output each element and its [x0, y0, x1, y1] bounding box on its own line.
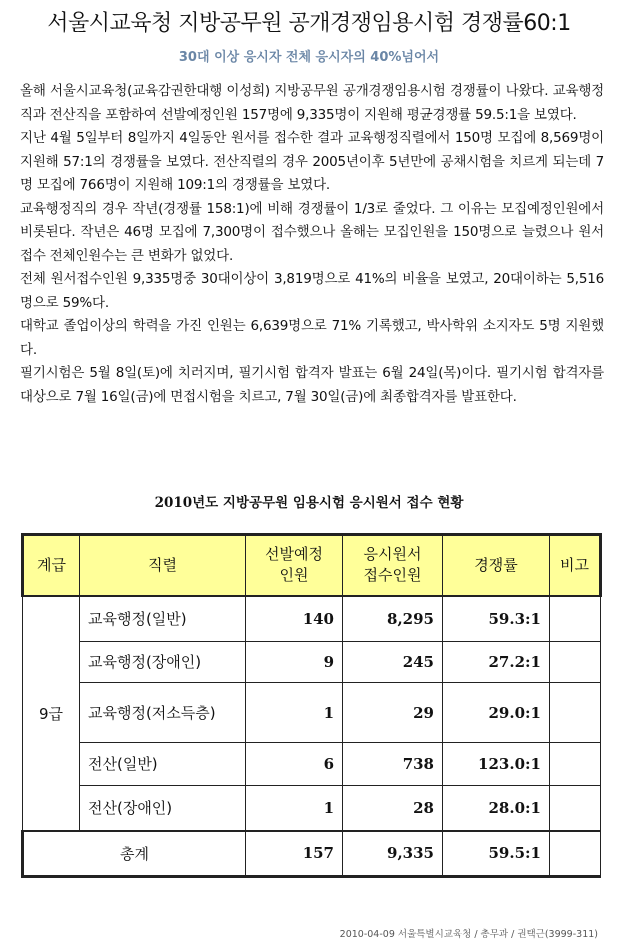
- header-job: 직렬: [80, 535, 246, 596]
- paragraph: 전체 원서접수인원 9,335명중 30대이상이 3,819명으로 41%의 비율을 보였고, 20대이하는 5,516명으로 59%다.: [20, 271, 604, 311]
- paragraph: 교육행정직의 경우 작년(경쟁률 158:1)에 비해 경쟁률이 1/3로 줄었다. 그 이유는 모집예정인원에서 비롯된다. 작년은 46명 모집에 7,300명이 접수했으나 올해는 모집인원을 150명으로 늘렸으나 원서접수 전체인원수는 큰 변화가 없었다.: [20, 200, 604, 264]
- applied-cell: 8,295: [343, 596, 443, 642]
- application-stats-table: [21, 533, 602, 878]
- planned-cell: 6: [246, 743, 343, 786]
- table-row: [23, 596, 601, 642]
- header-applied-line2: 접수인원: [363, 566, 422, 585]
- paragraph: 올해 서울시교육청(교육감권한대행 이성희) 지방공무원 공개경쟁임용시험 경쟁률이 나왔다. 교육행정직과 전산직을 포함하여 선발예정인원 157명에 9,335명이 지원해 평균경쟁률 59.5:1을 보였다.: [20, 83, 604, 123]
- job-cell: 교육행정(일반): [80, 596, 246, 642]
- header-ratio: 경쟁률: [443, 535, 550, 596]
- page-subtitle: 30대 이상 응시자 전체 응시자의 40%넘어서: [178, 50, 440, 65]
- paragraph: 지난 4월 5일부터 8일까지 4일동안 원서를 접수한 결과 교육행정직렬에서 150명 모집에 8,569명이 지원해 57:1의 경쟁률을 보였다. 전산직렬의 경우 2005년이후 5년만에 공채시험을 치르게 되는데 7명 모집에 766명이 지원해 109:1의 경쟁률을 보였다.: [20, 130, 604, 193]
- ratio-cell: 29.0:1: [443, 683, 550, 743]
- table-row: [23, 786, 601, 831]
- job-cell: 전산(장애인): [80, 786, 246, 831]
- note-cell: [550, 683, 601, 743]
- job-cell: 전산(일반): [80, 743, 246, 786]
- paragraph: 필기시험은 5월 8일(토)에 치러지며, 필기시험 합격자 발표는 6월 24일(목)이다. 필기시험 합격자를 대상으로 7월 16일(금)에 면접시험을 치르고, 7월 30일(금)에 최종합격자를 발표한다.: [20, 365, 604, 405]
- total-note: [550, 831, 601, 877]
- grade-cell: 9급: [23, 596, 80, 831]
- table-row: [23, 683, 601, 743]
- total-label: 총계: [23, 831, 246, 877]
- table-row: [23, 642, 601, 683]
- header-planned-line2: 인원: [279, 566, 309, 585]
- job-cell: 교육행정(장애인): [80, 642, 246, 683]
- table-row: [23, 743, 601, 786]
- job-cell: 교육행정(저소득층): [80, 683, 246, 743]
- planned-cell: 1: [246, 683, 343, 743]
- header-grade: 계급: [23, 535, 80, 596]
- planned-cell: 9: [246, 642, 343, 683]
- header-applied-line1: 응시원서: [363, 545, 422, 564]
- note-cell: [550, 642, 601, 683]
- planned-cell: 140: [246, 596, 343, 642]
- note-cell: [550, 743, 601, 786]
- total-planned: 157: [246, 831, 343, 877]
- ratio-cell: 27.2:1: [443, 642, 550, 683]
- table-caption: 2010년도 지방공무원 임용시험 응시원서 접수 현황: [154, 495, 464, 511]
- total-applied: 9,335: [343, 831, 443, 877]
- article-body: [20, 80, 604, 409]
- note-cell: [550, 786, 601, 831]
- applied-cell: 29: [343, 683, 443, 743]
- footer-credit: 2010-04-09 서울특별시교육청 / 총무과 / 권택근(3999-311): [339, 929, 598, 940]
- paragraph: 대학교 졸업이상의 학력을 가진 인원는 6,639명으로 71% 기록했고, 박사학위 소지자도 5명 지원했다.: [20, 318, 604, 358]
- header-planned-line1: 선발예정: [265, 545, 323, 564]
- header-applied: [343, 535, 443, 596]
- planned-cell: 1: [246, 786, 343, 831]
- total-ratio: 59.5:1: [443, 831, 550, 877]
- ratio-cell: 123.0:1: [443, 743, 550, 786]
- header-planned: [246, 535, 343, 596]
- page-title: 서울시교육청 지방공무원 공개경쟁임용시험 경쟁률60:1: [47, 11, 571, 36]
- ratio-cell: 59.3:1: [443, 596, 550, 642]
- table-total-row: [23, 831, 601, 877]
- header-note: 비고: [550, 535, 601, 596]
- note-cell: [550, 596, 601, 642]
- table-header-row: [23, 535, 601, 596]
- applied-cell: 738: [343, 743, 443, 786]
- ratio-cell: 28.0:1: [443, 786, 550, 831]
- applied-cell: 245: [343, 642, 443, 683]
- applied-cell: 28: [343, 786, 443, 831]
